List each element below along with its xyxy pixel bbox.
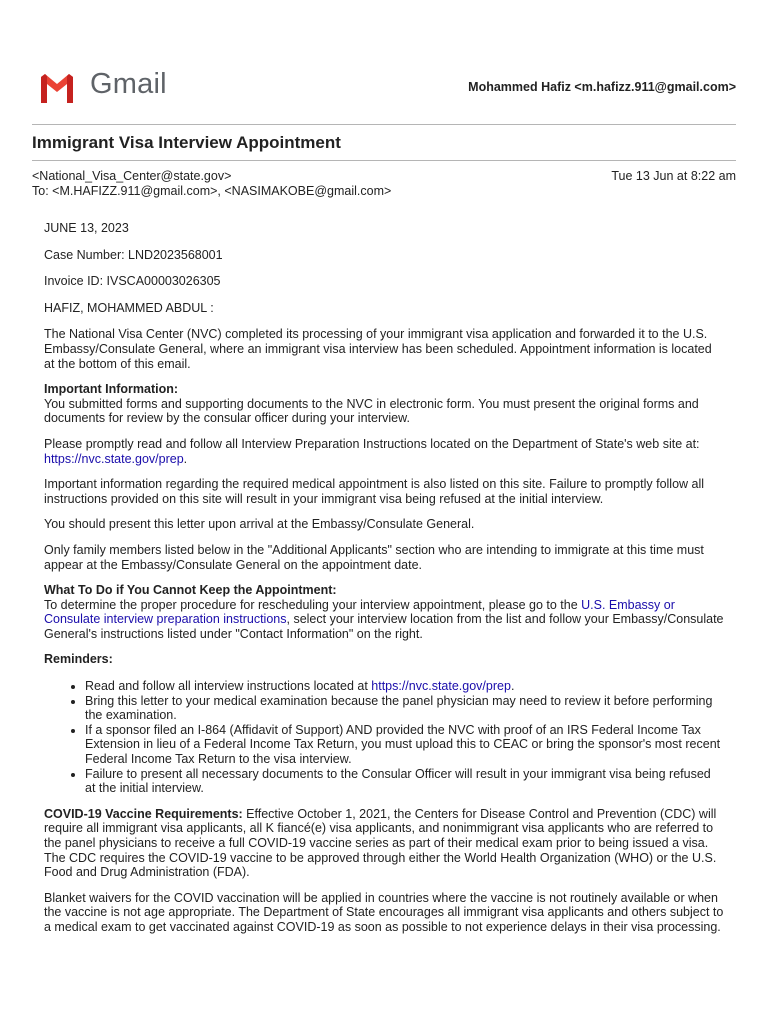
family-paragraph: Only family members listed below in the "Additional Applicants" section who are intending to immigrate at this time must appear at the Embassy/Consulate General on the appointment date. [44, 542, 704, 572]
important-section [44, 382, 724, 426]
list-item [85, 679, 724, 694]
prep-paragraph [44, 437, 724, 466]
important-text: You submitted forms and supporting documents to the NVC in electronic form. You must present the original forms and documents for review by the consular officer during your interview. [44, 396, 699, 426]
intro-paragraph: The National Visa Center (NVC) completed its processing of your immigrant visa application and forwarded it to the U.S. Embassy/Consulate General, where an immigrant visa interview has been scheduled. Appointment information is located at the bottom of this email. [44, 327, 712, 371]
email-body [44, 221, 724, 946]
email-from: <National_Visa_Center@state.gov> [32, 169, 232, 183]
prep-link[interactable]: https://nvc.state.gov/prep [44, 451, 184, 466]
cannot-keep-heading: What To Do if You Cannot Keep the Appointment: [44, 583, 337, 598]
embassy-instructions-link[interactable]: U.S. Embassy or Consulate interview preparation instructions [44, 597, 675, 627]
reminder-text: Read and follow all interview instructions located at [85, 679, 372, 694]
present-paragraph: You should present this letter upon arrival at the Embassy/Consulate General. [44, 517, 475, 532]
reminder-end: . [510, 679, 515, 694]
reminder-prep-link[interactable]: https://nvc.state.gov/prep [371, 679, 511, 694]
divider [32, 160, 736, 161]
email-meta [32, 169, 736, 199]
medical-paragraph: Important information regarding the required medical appointment is also listed on this site. Failure to promptly follow all instructions provided on this site will result in your immigrant visa being refused at the initial interview. [44, 477, 705, 506]
reminders-heading [44, 652, 724, 667]
covid-heading: COVID-19 Vaccine Requirements: [44, 806, 243, 821]
reminders-list [44, 679, 724, 796]
case-number: Case Number: LND2023568001 [44, 247, 223, 262]
prep-text: Please promptly read and follow all Interview Preparation Instructions located on the Department of State's web site at: [44, 436, 700, 451]
email-subject: Immigrant Visa Interview Appointment [32, 133, 341, 152]
applicant-name: HAFIZ, MOHAMMED ABDUL : [44, 300, 214, 315]
cannot-text-a: To determine the proper procedure for rescheduling your interview appointment, please go to the [44, 597, 582, 612]
invoice-id: Invoice ID: IVSCA00003026305 [44, 274, 221, 289]
covid-text: Effective October 1, 2021, the Centers for Disease Control and Prevention (CDC) will require all immigrant visa applicants, all K fiancé(e) visa applicants, and nonimmigrant visa applicants who are referred to the panel physicians to receive a full COVID-19 vaccine series as part of their medical exam prior to being issued a visa. The CDC requires the COVID-19 vaccine to be approved through either the World Health Organization (WHO) or the U.S. Food and Drug Administration (FDA). [44, 806, 717, 880]
email-to: To: <M.HAFIZZ.911@gmail.com>, <NASIMAKOBE@gmail.com> [32, 184, 392, 198]
email-date: Tue 13 Jun at 8:22 am [611, 169, 736, 183]
reminders-heading-text: Reminders: [44, 652, 113, 667]
prep-end: . [183, 451, 188, 466]
cannot-text-b: , select your interview location from the list and follow your Embassy/Consulate General's instructions listed under "Contact Information" on the right. [44, 612, 724, 641]
account-name: Mohammed Hafiz <m.hafizz.911@gmail.com> [468, 80, 736, 94]
waiver-paragraph: Blanket waivers for the COVID vaccination will be applied in countries where the vaccine is not routinely available or when the vaccine is not age appropriate. The Department of State encourages all immigrant visa applicants and others subject to a medical exam to get vaccinated against COVID-19 as soon as possible to not experience delays in their visa processing. [44, 890, 724, 934]
list-item: • Bring this letter to your medical examination because the panel physician may need to review it before performing the examination. [85, 694, 724, 723]
gmail-header [0, 0, 768, 124]
gmail-logo-text: Gmail [90, 68, 167, 100]
covid-section [44, 807, 724, 880]
divider [32, 124, 736, 125]
cannot-keep-section [44, 583, 724, 641]
list-item: • Failure to present all necessary documents to the Consular Officer will result in your immigrant visa being refused at the initial interview. [85, 767, 724, 796]
important-heading: Important Information: [44, 382, 179, 397]
list-item: • If a sponsor filed an I-864 (Affidavit of Support) AND provided the NVC with proof of an IRS Federal Income Tax Extension in lieu of a Federal Income Tax Return, you must upload this to CEAC or bring the sponsor's most recent Federal Income Tax Return to the visa interview. [85, 723, 724, 767]
letter-date: JUNE 13, 2023 [44, 221, 129, 235]
